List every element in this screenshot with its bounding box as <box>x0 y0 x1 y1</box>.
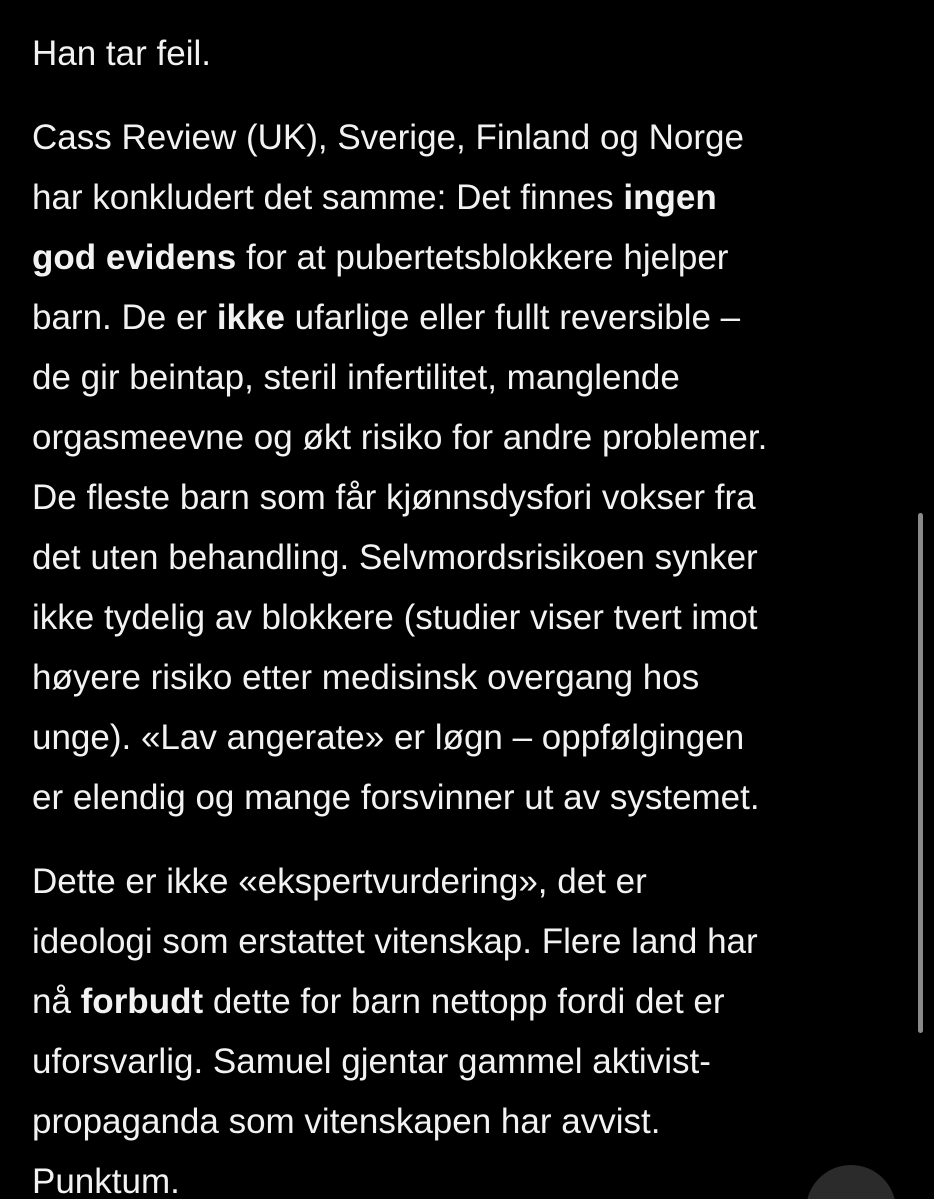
text-run: er elendig og mange forsvinner ut av systemet. <box>32 778 760 817</box>
text-run: de gir beintap, steril infertilitet, manglende <box>32 358 680 397</box>
text-run: De fleste barn som får kjønnsdysfori vokser fra <box>32 478 756 517</box>
text-run: for at pubertetsblokkere hjelper <box>236 238 729 277</box>
message-body <box>32 24 912 1199</box>
text-line <box>32 1032 912 1092</box>
text-run: uforsvarlig. Samuel gjentar gammel aktivist- <box>32 1042 711 1081</box>
text-line <box>32 852 912 912</box>
text-run: ufarlige eller fullt reversible – <box>284 298 741 337</box>
text-line <box>32 408 912 468</box>
text-line <box>32 468 912 528</box>
paragraph <box>32 24 912 84</box>
bold-text: god evidens <box>32 238 237 277</box>
paragraph <box>32 852 912 1199</box>
text-run: det uten behandling. Selvmordsrisikoen synker <box>32 538 758 577</box>
text-run: Dette er ikke «ekspertvurdering», det er <box>32 862 647 901</box>
text-run: ikke tydelig av blokkere (studier viser tvert imot <box>32 598 758 637</box>
text-line <box>32 588 912 648</box>
text-line <box>32 24 912 84</box>
text-line <box>32 168 912 228</box>
text-run: har konkludert det samme: Det finnes <box>32 178 624 217</box>
text-line <box>32 648 912 708</box>
text-run: Punktum. <box>32 1162 180 1199</box>
text-line <box>32 288 912 348</box>
text-line <box>32 348 912 408</box>
text-line <box>32 1092 912 1152</box>
text-line <box>32 228 912 288</box>
text-run: propaganda som vitenskapen har avvist. <box>32 1102 661 1141</box>
text-run: orgasmeevne og økt risiko for andre problemer. <box>32 418 768 457</box>
text-run: høyere risiko etter medisinsk overgang hos <box>32 658 700 697</box>
text-line <box>32 768 912 828</box>
text-run: nå <box>32 982 81 1021</box>
text-line <box>32 1152 912 1199</box>
bold-text: ingen <box>623 178 717 217</box>
paragraph <box>32 108 912 828</box>
text-run: Han tar feil. <box>32 34 211 73</box>
text-line <box>32 972 912 1032</box>
scrollbar[interactable] <box>918 513 923 1033</box>
text-line <box>32 528 912 588</box>
text-run: dette for barn nettopp fordi det er <box>203 982 725 1021</box>
text-run: ideologi som erstattet vitenskap. Flere land har <box>32 922 758 961</box>
bold-text: forbudt <box>80 982 204 1021</box>
text-line <box>32 708 912 768</box>
text-run: barn. De er <box>32 298 217 337</box>
text-line <box>32 108 912 168</box>
text-line <box>32 912 912 972</box>
text-run: unge). «Lav angerate» er løgn – oppfølgingen <box>32 718 745 757</box>
bold-text: ikke <box>216 298 285 337</box>
text-run: Cass Review (UK), Sverige, Finland og Norge <box>32 118 744 157</box>
